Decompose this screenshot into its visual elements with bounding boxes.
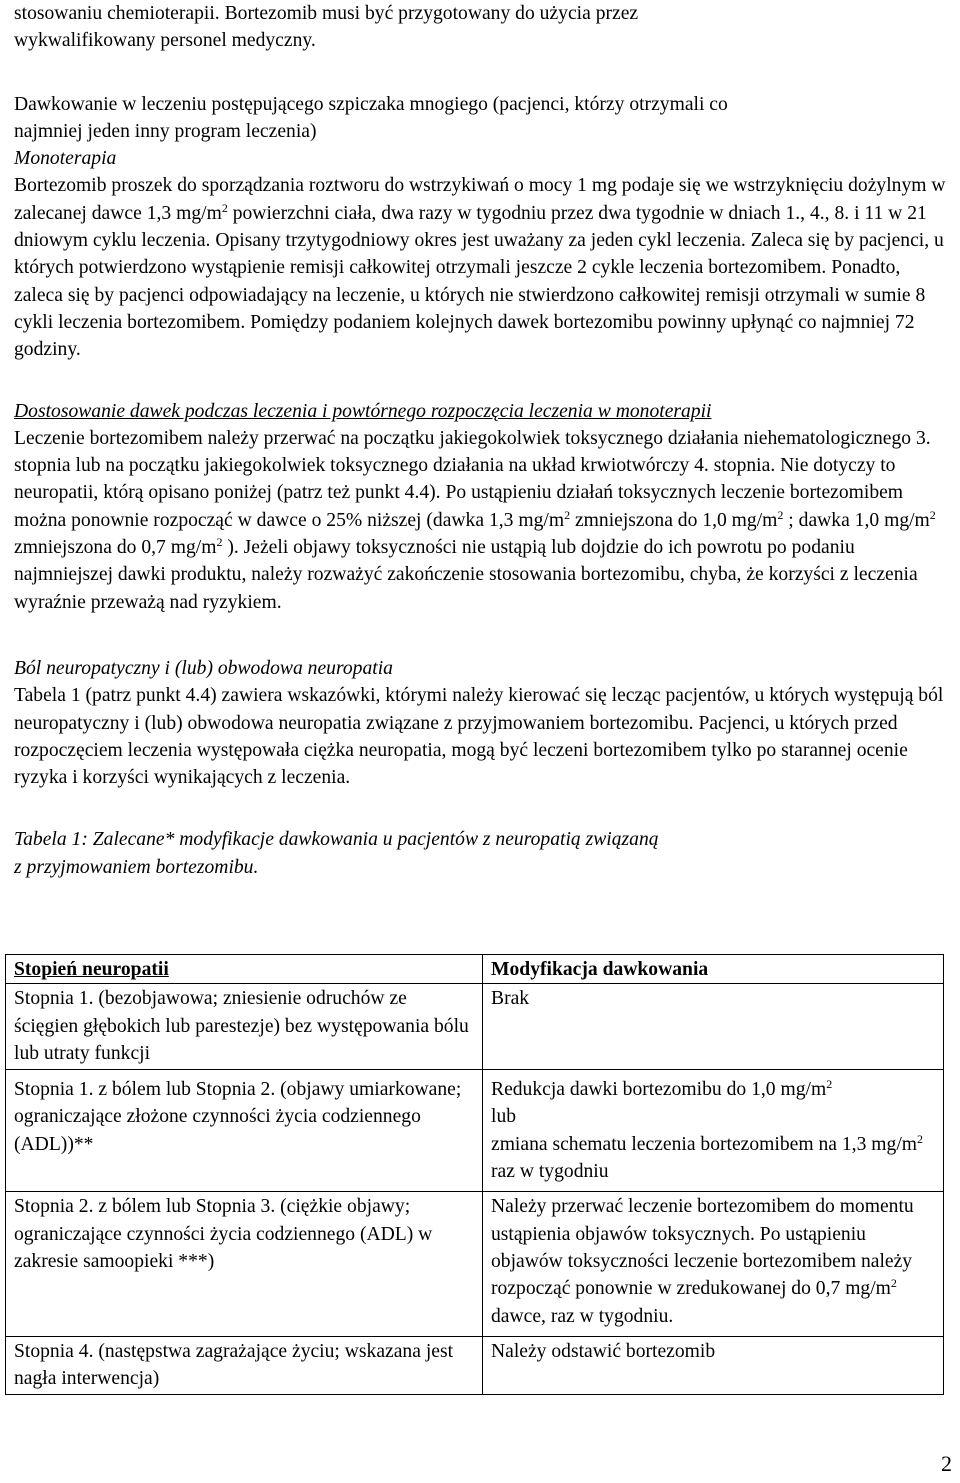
monotherapy-subheading-text: Monoterapia [14,148,117,170]
mod-a-text: Redukcja dawki bortezomibu do 1,0 mg/m [491,1079,827,1101]
modification-cell [483,1070,944,1192]
intro-line-2: wykwalifikowany personel medyczny. [14,30,316,52]
header-grade-text: Stopień neuropatii [14,959,169,980]
neuropathy-dose-table [5,954,944,1395]
modification-line-c [491,1131,935,1186]
monotherapy-subheading [14,145,946,172]
adjust-sup-2: 2 [777,507,784,522]
table-row [6,1192,944,1336]
page-number: 2 [941,1451,952,1476]
adjust-paragraph [14,425,946,616]
dosing-text-b: powierzchni ciała, dwa razy w tygodniu przez dwa tygodnie w dniach 1., 4., 8. i 11 w 21 dniowym cyklu leczenia. Opisany trzytygodniowy okres jest uważany za jeden cykl leczenia. Zaleca się by pacjenci, u których potwierdzono wystąpienie remisji całkowitej otrzymali jeszcze 2 cykle leczenia bortezomibem. Ponadto, zaleca się by pacjenci odpowiadający na leczenie, u których nie stwierdzono całkowitej remisji otrzymali w sumie 8 cykli leczenia bortezomibem. Pomiędzy podaniem kolejnych dawek bortezomibu powinny upłynąć co najmniej 72 godziny. [14,202,944,361]
table-caption-line-1 [14,826,946,853]
adjust-sup-1: 2 [564,507,571,522]
adjust-sup-4: 2 [216,535,223,550]
adjust-text-3: ; dawka 1,0 mg/m [783,509,930,531]
dosing-heading-line-2: najmniej jeden inny program leczenia) [14,120,317,142]
table-caption-line-2 [14,854,946,881]
neuro-heading [14,655,946,682]
dosing-sup: 2 [221,200,228,215]
mod-r3-text-b: dawce, raz w tygodniu. [491,1305,674,1327]
table-row [6,1336,944,1395]
mod-r3-text-a: Należy przerwać leczenie bortezomibem do momentu ustąpienia objawów toksycznych. Po ustąpieniu objawów toksyczności leczenie bortezomibem należy rozpocząć ponownie w zredukowanej do 0,7 mg/m [491,1196,914,1300]
modification-line-a [491,1076,935,1103]
adjust-heading [14,398,946,425]
document-page [14,0,946,881]
adjust-text-4: zmniejszona do 0,7 mg/m [14,537,217,559]
mod-a-sup: 2 [826,1077,833,1092]
grade-cell: Stopnia 1. z bólem lub Stopnia 2. (objawy umiarkowane; ograniczające złożone czynności życia codziennego (ADL))** [6,1070,483,1192]
intro-line-1: stosowaniu chemioterapii. Bortezomib musi być przygotowany do użycia przez [14,3,639,24]
table-row [6,1070,944,1192]
dosing-paragraph [14,172,946,363]
header-grade [6,955,483,984]
grade-cell: Stopnia 2. z bólem lub Stopnia 3. (ciężkie objawy; ograniczające czynności życia codziennego (ADL) w zakresie samoopieki ***) [6,1192,483,1336]
mod-r3-sup: 2 [890,1276,897,1291]
grade-cell: Stopnia 4. (następstwa zagrażające życiu; wskazana jest nagła interwencja) [6,1336,483,1395]
adjust-heading-text: Dostosowanie dawek podczas leczenia i powtórnego rozpoczęcia leczenia w monoterapii [14,400,712,422]
table-row [6,984,944,1070]
adjust-text-2: zmniejszona do 1,0 mg/m [570,509,778,531]
modification-cell: Brak [483,984,944,1070]
dosing-text-a: Bortezomib proszek do sporządzania roztworu do wstrzykiwań o mocy 1 mg podaje się we wstrzyknięciu dożylnym w zalecanej dawce 1,3 mg/m [14,175,946,224]
neuro-heading-text: Ból neuropatyczny i (lub) obwodowa neuropatia [14,657,393,679]
mod-c-sup: 2 [917,1131,924,1146]
mod-c-text: zmiana schematu leczenia bortezomibem na 1,3 mg/m [491,1133,918,1155]
table-caption-text-2: z przyjmowaniem bortezomibu. [14,856,259,878]
table-header-row [6,955,944,984]
dosing-heading-line-1: Dawkowanie w leczeniu postępującego szpiczaka mnogiego (pacjenci, którzy otrzymali co [14,93,728,115]
modification-line-b: lub [491,1106,517,1128]
grade-cell: Stopnia 1. (bezobjawowa; zniesienie odruchów ze ścięgien głębokich lub parestezje) bez występowania bólu lub utraty funkcji [6,984,483,1070]
header-modification: Modyfikacja dawkowania [483,955,944,984]
adjust-sup-3: 2 [929,507,936,522]
adjust-text-5: ). Jeżeli objawy toksyczności nie ustąpią lub dojdzie do ich powrotu po podaniu najmniejszej dawki produktu, należy rozważyć zakończenie stosowania bortezomibu, chyba, że korzyści z leczenia wyraźnie przeważą nad ryzykiem. [14,537,918,613]
adjust-text-1: Leczenie bortezomibem należy przerwać na początku jakiegokolwiek toksycznego działania niehematologicznego 3. stopnia lub na początku jakiegokolwiek toksycznego działania na układ krwiotwórczy 4. stopnia. Nie dotyczy to neuropatii, którą opisano poniżej (patrz też punkt 4.4). Po ustąpieniu działań toksycznych leczenie bortezomibem można ponownie rozpocząć w dawce o 25% niższej (dawka 1,3 mg/m [14,427,931,531]
neuro-paragraph: Tabela 1 (patrz punkt 4.4) zawiera wskazówki, którymi należy kierować się lecząc pacjentów, u których występują ból neuropatyczny i (lub) obwodowa neuropatia związane z przyjmowaniem bortezomibu. Pacjenci, u których przed rozpoczęciem leczenia występowała ciężka neuropatia, mogą być leczeni bortezomibem tylko po starannej ocenie ryzyka i korzyści wynikających z leczenia. [14,685,944,789]
table-caption-text-1: Tabela 1: Zalecane* modyfikacje dawkowania u pacjentów z neuropatią związaną [14,829,659,851]
mod-d-text: raz w tygodniu [491,1161,609,1183]
modification-cell [483,1192,944,1336]
modification-cell: Należy odstawić bortezomib [483,1336,944,1395]
